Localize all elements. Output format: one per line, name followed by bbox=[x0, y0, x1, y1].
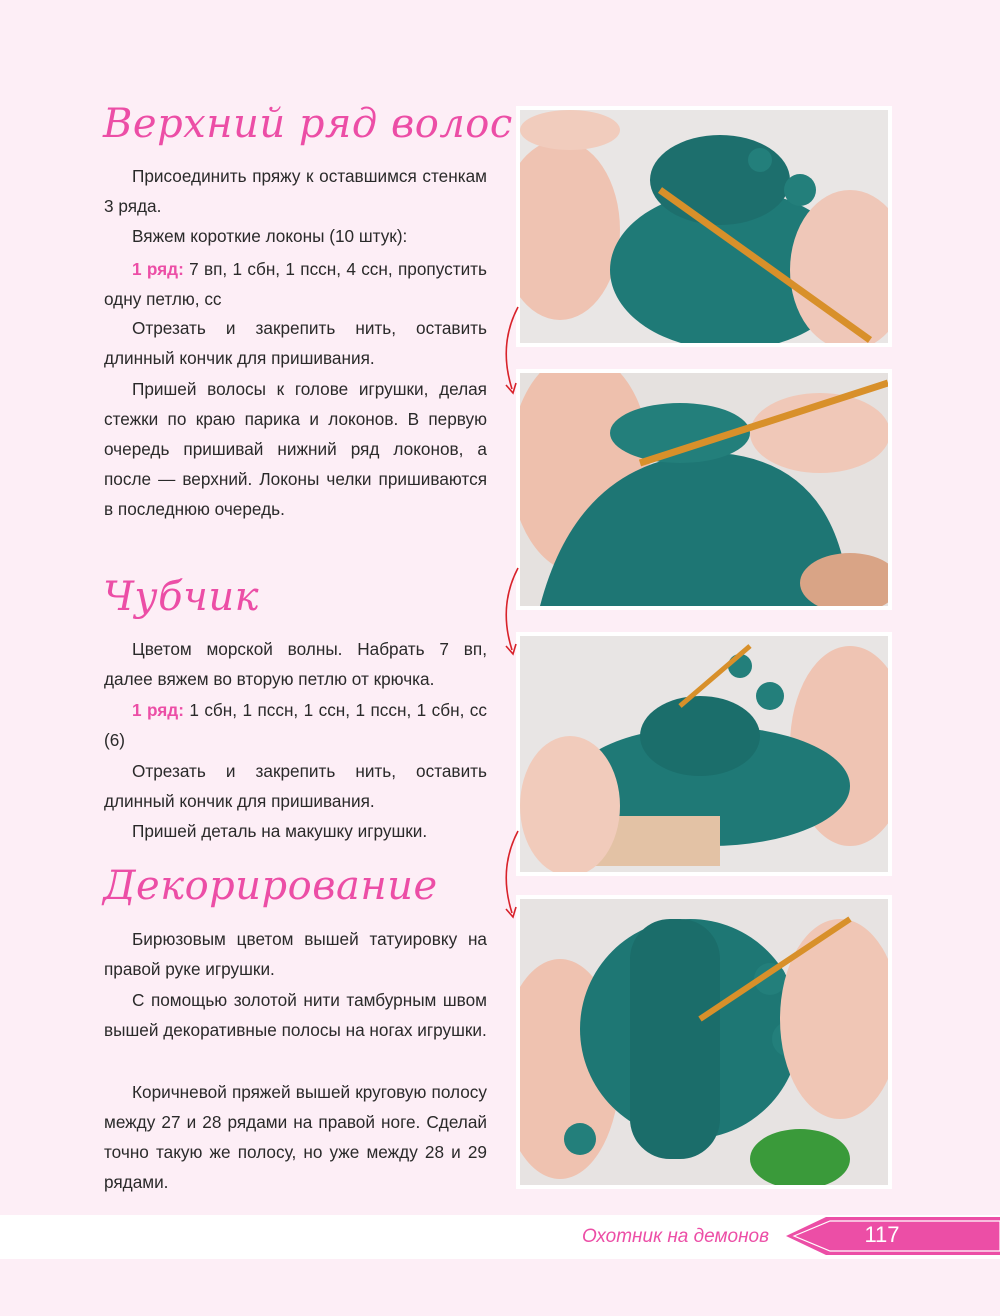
paragraph: Коричневой пряжей вышей круговую полосу между 27 и 28 рядами на правой ноге. Сделай точно такую же полосу, но уже между 28 и 29 рядами. bbox=[104, 1082, 487, 1192]
step-arrow-icon bbox=[496, 566, 526, 656]
page-number: 117 bbox=[864, 1222, 900, 1247]
paragraph-row-instruction bbox=[104, 695, 487, 755]
book-title: Охотник на демонов bbox=[582, 1226, 770, 1247]
paragraph: Отрезать и закрепить нить, оставить длинный кончик для пришивания. bbox=[104, 318, 487, 368]
section-title-decor: Декорирование bbox=[103, 863, 438, 909]
step-photo-3 bbox=[516, 632, 892, 876]
paragraph: Бирюзовым цветом вышей татуировку на правой руке игрушки. bbox=[104, 929, 487, 979]
row-label: 1 ряд: bbox=[132, 259, 184, 279]
step-photo-4 bbox=[516, 895, 892, 1189]
row-label: 1 ряд: bbox=[132, 700, 184, 720]
paragraph: Пришей деталь на макушку игрушки. bbox=[132, 821, 428, 841]
section-title-tuft: Чубчик bbox=[103, 574, 260, 620]
paragraph: Вяжем короткие локоны (10 штук): bbox=[132, 226, 408, 246]
paragraph: Пришей волосы к голове игрушки, делая стежки по краю парика и локонов. В первую очередь пришивай нижний ряд локонов, а после — верхний. Локоны челки пришиваются в последнюю очередь. bbox=[104, 379, 487, 519]
paragraph-row-instruction bbox=[104, 254, 487, 314]
step-photo-1 bbox=[516, 106, 892, 347]
step-arrow-icon bbox=[496, 305, 526, 395]
paragraph: Присоединить пряжу к оставшимся стенкам 3 ряда. bbox=[104, 166, 487, 216]
row-text: 1 сбн, 1 пссн, 1 ссн, 1 пссн, 1 сбн, сс (6) bbox=[104, 700, 487, 750]
step-photo-2 bbox=[516, 369, 892, 610]
paragraph: С помощью золотой нити тамбурным швом вышей декоративные полосы на ногах игрушки. bbox=[104, 990, 487, 1040]
step-arrow-icon bbox=[496, 829, 526, 919]
row-text: 7 вп, 1 сбн, 1 пссн, 4 ссн, пропустить одну петлю, сс bbox=[104, 259, 487, 309]
section-title-top-row: Верхний ряд волос bbox=[103, 101, 513, 147]
paragraph: Отрезать и закрепить нить, оставить длинный кончик для пришивания. bbox=[104, 761, 487, 811]
paragraph: Цветом морской волны. Набрать 7 вп, далее вяжем во вторую петлю от крючка. bbox=[104, 639, 487, 689]
